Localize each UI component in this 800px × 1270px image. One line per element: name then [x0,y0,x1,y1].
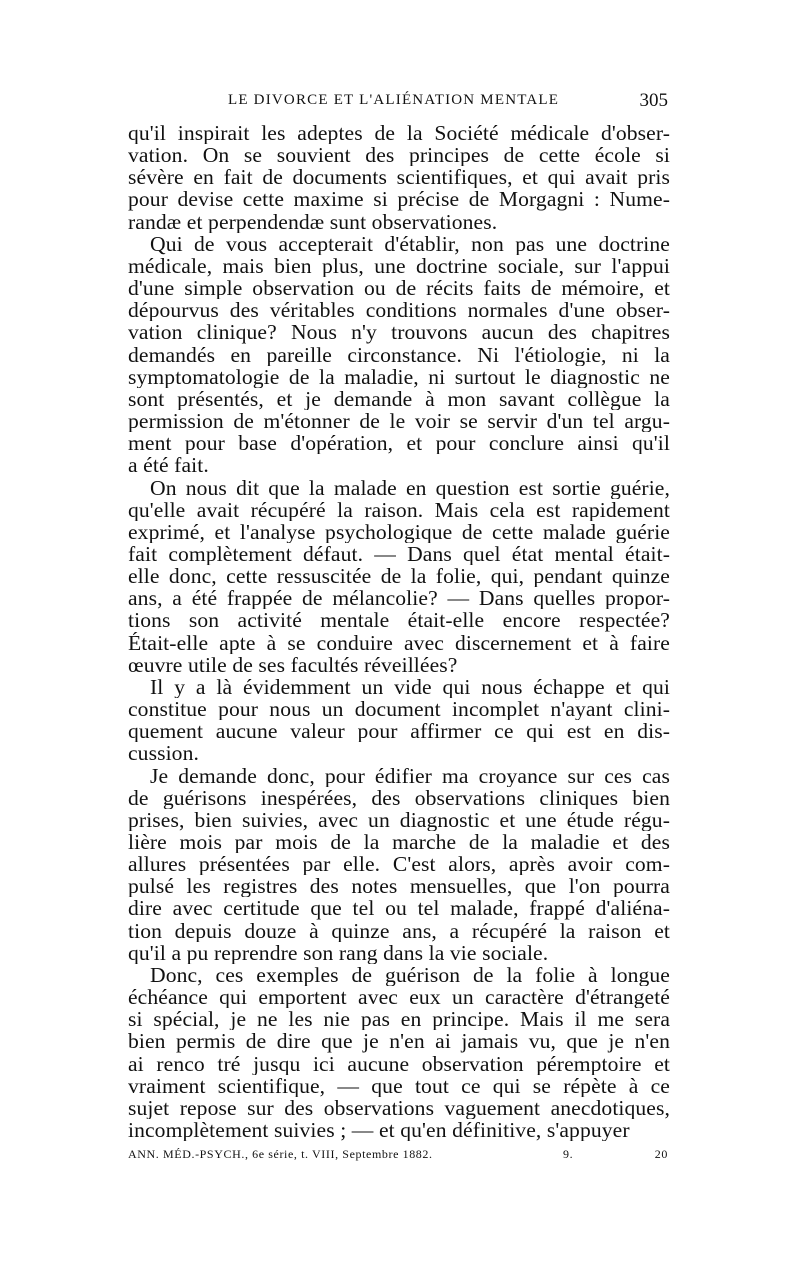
page-number: 305 [639,90,668,111]
text-line: dépourvus des véritables conditions normales d'une obser- [128,299,670,322]
text-line: sont présentés, et je demande à mon savant collègue la [128,387,670,411]
text-line: vraiment scientifique, — que tout ce qui se répète à ce [128,1074,670,1097]
text-line: quement aucune valeur pour affirmer ce qui est en dis- [128,720,670,743]
text-line: exprimé, et l'analyse psychologique de cette malade guérie [128,520,670,543]
text-line: ment pour base d'opération, et pour conclure ainsi qu'il [128,432,670,455]
text-line: demandés en pareille circonstance. Ni l'étiologie, ni la [128,343,670,366]
text-line: prises, bien suivies, avec un diagnostic et une étude régu- [128,808,670,831]
sheet-number: 20 [654,1147,668,1161]
running-title: LE DIVORCE ET L'ALIÉNATION MENTALE [228,92,560,108]
text-line: œuvre utile de ses facultés réveillées? [128,653,458,676]
text-line: allures présentées par elle. C'est alors, après avoir com- [128,853,670,876]
text-line: ans, a été frappée de mélancolie? — Dans quelles propor- [128,587,670,610]
paragraph [128,676,670,765]
text-line: constitue pour nous un document incomplet n'ayant clini- [128,698,670,721]
paragraph [128,964,670,1141]
text-line: si spécial, je ne les nie pas en principe. Mais il me sera [128,1008,670,1031]
text-line: sujet repose sur des observations vaguement anecdotiques, [128,1096,670,1120]
text-line: d'une simple observation ou de récits faits de mémoire, et [128,277,670,300]
paragraph [128,122,670,233]
text-line: vation clinique? Nous n'y trouvons aucun des chapitres [128,321,670,344]
text-line: pulsé les registres des notes mensuelles, que l'on pourra [128,875,670,898]
body-text [128,122,670,1141]
paragraph [128,477,670,676]
running-head [128,90,668,114]
text-line: tions son activité mentale était-elle encore respectée? [128,609,670,632]
text-line: qu'il inspirait les adeptes de la Société médicale d'obser- [128,122,670,145]
text-line: elle donc, cette ressuscitée de la folie, qui, pendant quinze [128,565,670,588]
text-line: ai renco tré jusqu ici aucune observation péremptoire et [128,1052,670,1075]
text-line: Il y a là évidemment un vide qui nous échappe et qui [150,675,670,699]
text-line: vation. On se souvient des principes de cette école si [128,144,670,167]
text-line: qu'elle avait récupéré la raison. Mais cela est rapidement [128,498,670,521]
text-line: pour devise cette maxime si précise de Morgagni : Nume- [128,188,670,211]
paragraph [128,765,670,964]
text-line: symptomatologie de la maladie, ni surtout le diagnostic ne [128,365,670,388]
text-line: Était-elle apte à se conduire avec discernement et à faire [128,631,670,654]
journal-citation: ANN. MÉD.-PSYCH., 6e série, t. VIII, Septembre 1882. [128,1147,433,1161]
paragraph [128,233,670,477]
text-line: Qui de vous accepterait d'établir, non pas une doctrine [150,232,670,255]
text-line: lière mois par mois de la marche de la maladie et des [128,831,670,854]
text-line: randæ et perpendendæ sunt observationes. [128,210,498,233]
text-line: a été fait. [128,454,209,477]
text-line: fait complètement défaut. — Dans quel état mental était- [128,542,670,566]
text-line: cussion. [128,742,199,765]
text-line: de guérisons inespérées, des observations cliniques bien [128,786,670,809]
text-line: sévère en fait de documents scientifiques, et qui avait pris [128,166,670,189]
signature-mark: 9. [563,1147,574,1161]
text-line: Je demande donc, pour édifier ma croyance sur ces cas [150,764,670,787]
text-line: médicale, mais bien plus, une doctrine sociale, sur l'appui [128,254,670,278]
text-line: échéance qui emportent avec eux un caractère d'étrangeté [128,986,670,1009]
page-footer [128,1147,668,1165]
text-line: qu'il a pu reprendre son rang dans la vie sociale. [128,941,549,964]
text-line: permission de m'étonner de le voir se servir d'un tel argu- [128,410,670,433]
text-line: bien permis de dire que je n'en ai jamais vu, que je n'en [128,1030,670,1053]
text-line: Donc, ces exemples de guérison de la folie à longue [150,963,670,987]
text-line: On nous dit que la malade en question est sortie guérie, [150,476,670,499]
text-line: tion depuis douze à quinze ans, a récupéré la raison et [128,919,670,942]
text-line: incomplètement suivies ; — et qu'en définitive, s'appuyer [128,1119,630,1142]
text-line: dire avec certitude que tel ou tel malade, frappé d'aliéna- [128,897,670,920]
